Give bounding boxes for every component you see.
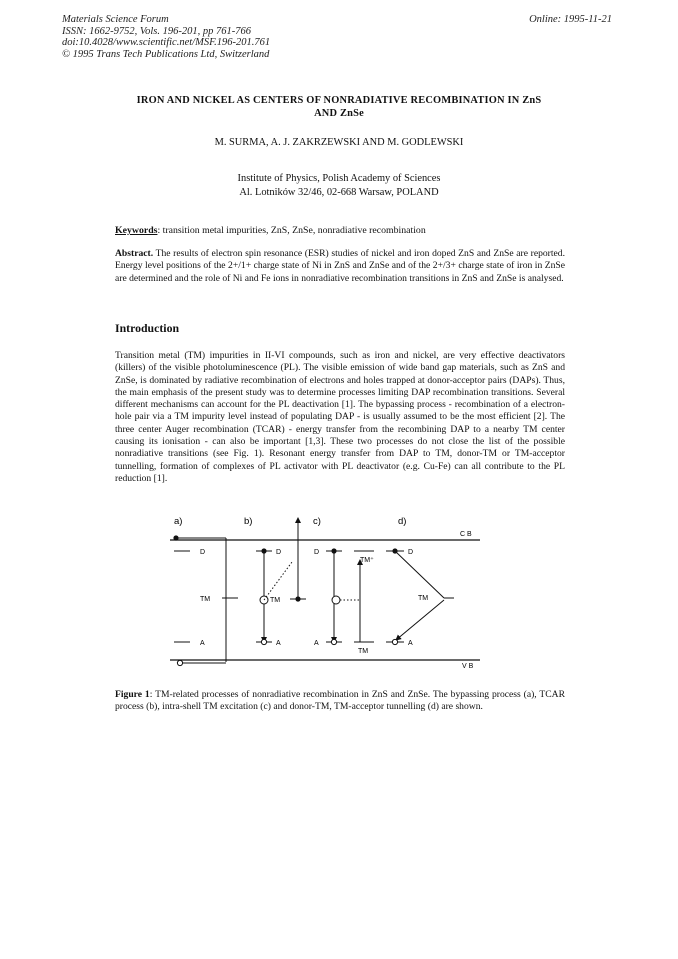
hole-dot [177, 660, 182, 665]
abstract-text: The results of electron spin resonance (ESR) studies of nickel and iron doped ZnS and ZnSe are reported. Energy level positions of the 2+/1+ charge state of Ni in ZnS and ZnSe and of the 2+/3+ charge state of iron in ZnSe are determined and the role of Ni and Fe ions in nonradiative recombination transitions in ZnS and ZnSe is analysed. [115, 248, 565, 284]
keywords-text: : transition metal impurities, ZnS, ZnSe, nonradiative recombination [157, 225, 426, 236]
online-date: Online: 1995-11-21 [529, 14, 612, 25]
panel-label-c: c) [313, 516, 321, 527]
acceptor-label-b: A [276, 640, 281, 647]
journal-name: Materials Science Forum [62, 14, 169, 25]
donor-label-d: D [408, 549, 414, 556]
affiliation-line-2: Al. Lotników 32/46, 02-668 Warsaw, POLAND [239, 186, 439, 198]
doi-line[interactable]: doi:10.4028/www.scientific.net/MSF.196-201.761 [62, 37, 271, 49]
panel-label-d: d) [398, 516, 407, 527]
donor-tm-tunnel [395, 551, 444, 598]
keywords-label: Keywords [115, 225, 158, 236]
caption-label: Figure 1 [115, 689, 150, 700]
donor-label-c: D [314, 549, 320, 556]
authors: M. SURMA, A. J. ZAKRZEWSKI AND M. GODLEWSKI [214, 137, 464, 148]
acceptor-hole-d [392, 639, 397, 644]
issn-line: ISSN: 1662-9752, Vols. 196-201, pp 761-766 [62, 25, 251, 37]
copyright-line: © 1995 Trans Tech Publications Ltd, Switzerland [62, 48, 270, 60]
tm-label-d: TM [418, 595, 429, 602]
acceptor-hole-c [331, 639, 336, 644]
title-line-1: IRON AND NICKEL AS CENTERS OF NONRADIATIVE RECOMBINATION IN ZnS [136, 95, 542, 106]
transfer-circle-c [332, 596, 340, 604]
tm-plus-label: TM⁺ [360, 557, 374, 564]
vb-label: V B [462, 663, 474, 670]
panel-label-b: b) [244, 516, 253, 527]
acceptor-label-a: A [200, 640, 205, 647]
donor-electron-b [261, 548, 266, 553]
abstract [115, 248, 565, 285]
donor-label-a: D [200, 549, 206, 556]
caption-text: : TM-related processes of nonradiative recombination in ZnS and ZnSe. The bypassing process (a), TCAR process (b), intra-shell TM excitation (c) and donor-TM, TM-acceptor tunnelling (d) are shown. [115, 689, 565, 713]
affiliation [100, 172, 578, 199]
panel-label-a: a) [174, 516, 183, 527]
energy-transfer-dotted [264, 562, 292, 600]
tm-label-a: TM [200, 596, 211, 603]
acceptor-hole-b [261, 639, 266, 644]
donor-label-b: D [276, 549, 282, 556]
paper-title [100, 94, 578, 120]
cb-label: C B [460, 531, 472, 538]
affiliation-line-1: Institute of Physics, Polish Academy of Sciences [237, 173, 441, 184]
energy-level-diagram [160, 514, 490, 670]
journal-header [62, 14, 270, 60]
keywords [115, 225, 565, 236]
acceptor-label-c: A [314, 640, 319, 647]
tm-label-b: TM [270, 597, 281, 604]
figure-caption [115, 689, 565, 714]
tm-label-c: TM [358, 648, 369, 655]
title-line-2: AND ZnSe [314, 108, 364, 119]
donor-electron-c [331, 548, 336, 553]
acceptor-label-d: A [408, 640, 413, 647]
tm-acceptor-tunnel [396, 600, 444, 640]
intro-paragraph: Transition metal (TM) impurities in II-VI compounds, such as iron and nickel, are very effective deactivators (killers) of the visible photoluminescence (PL). The visible emission of wide band gap materials, such as ZnS and ZnSe, is dominated by radiative recombination of electrons and holes trapped at donor-acceptor pairs (DAPs). Thus, the main emphasis of the present study was to determine processes limiting DAP recombination transitions. Several different mechanisms can account for the PL deactivation [1]. The bypassing process - recombination of a electron-hole pair via a TM impurity level instead of populating DAP - is usually assumed to be the most efficient [2]. The three center Auger recombination (TCAR) - energy transfer from the recombining DAP to a nearby TM center causing its ionisation - can also be important [1,3]. These two processes do not close the list of the possible nonradiative transitions (see Fig. 1). Resonant energy transfer from DAP to TM, donor-TM or TM-acceptor tunnelling, formation of complexes of PL activator with PL deactivator (e.g. Cu-Fe) can all contribute to the PL reduction [1]. [115, 350, 565, 484]
section-heading: Introduction [115, 321, 180, 335]
figure-1-diagram [160, 514, 490, 670]
abstract-label: Abstract. [115, 248, 154, 259]
